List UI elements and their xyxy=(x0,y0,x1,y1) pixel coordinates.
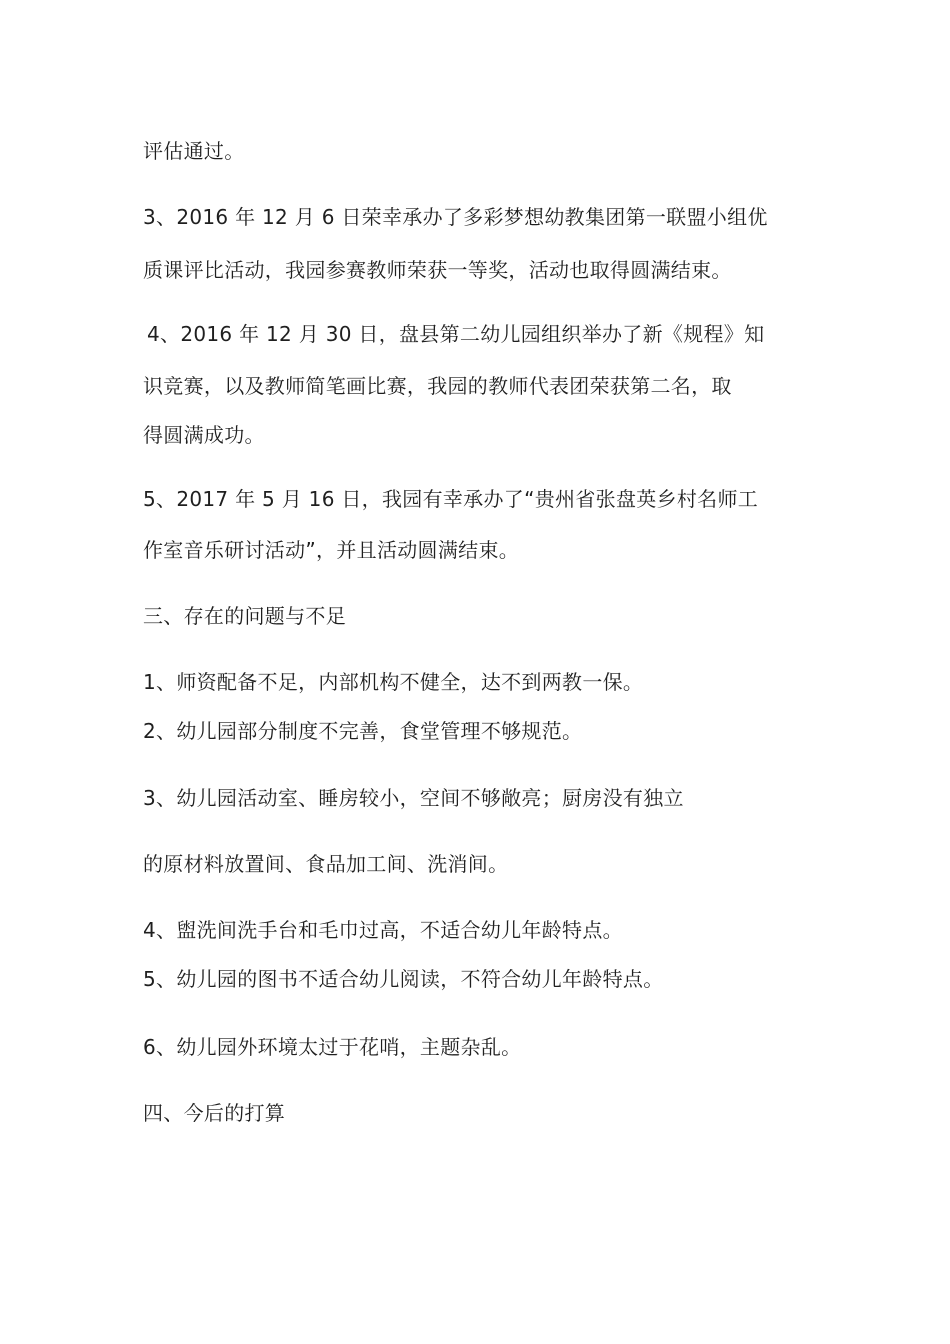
section-heading: 四、今后的打算 xyxy=(143,1101,286,1125)
list-item: 4、盥洗间洗手台和毛巾过高，不适合幼儿年龄特点。 xyxy=(143,918,623,942)
paragraph-line: 识竞赛，以及教师简笔画比赛，我园的教师代表团荣获第二名，取 xyxy=(143,374,732,398)
paragraph-line: 得圆满成功。 xyxy=(143,423,265,447)
paragraph-line: 质课评比活动，我园参赛教师荣获一等奖，活动也取得圆满结束。 xyxy=(143,258,732,282)
paragraph-line: 评估通过。 xyxy=(143,139,245,163)
paragraph-line: 4、2016 年 12 月 30 日，盘县第二幼儿园组织举办了新《规程》知 xyxy=(147,322,765,346)
paragraph-line: 5、2017 年 5 月 16 日，我园有幸承办了“贵州省张盘英乡村名师工 xyxy=(143,487,759,511)
list-item: 2、幼儿园部分制度不完善，食堂管理不够规范。 xyxy=(143,719,583,743)
paragraph-line: 作室音乐研讨活动”，并且活动圆满结束。 xyxy=(143,538,520,562)
list-item: 5、幼儿园的图书不适合幼儿阅读，不符合幼儿年龄特点。 xyxy=(143,967,664,991)
list-item: 1、师资配备不足，内部机构不健全，达不到两教一保。 xyxy=(143,670,644,694)
list-item: 3、幼儿园活动室、睡房较小，空间不够敞亮；厨房没有独立 xyxy=(143,786,684,810)
paragraph-line: 3、2016 年 12 月 6 日荣幸承办了多彩梦想幼教集团第一联盟小组优 xyxy=(143,205,768,229)
list-item-continuation: 的原材料放置间、食品加工间、洗消间。 xyxy=(143,852,509,876)
list-item: 6、幼儿园外环境太过于花哨，主题杂乱。 xyxy=(143,1035,522,1059)
section-heading: 三、存在的问题与不足 xyxy=(143,604,346,628)
